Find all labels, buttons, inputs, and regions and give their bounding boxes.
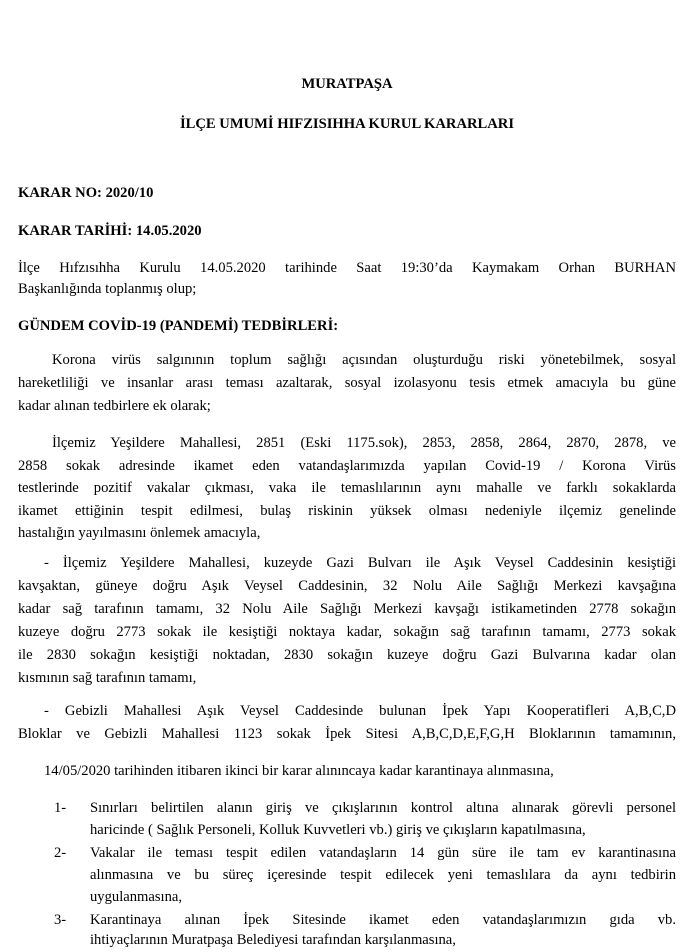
list-item-line: alınmasına ve bu süreç içeresinde tespit edilecek yeni temaslılara da aynı tedbirin <box>90 867 676 883</box>
paragraph-line: 14/05/2020 tarihinden itibaren ikinci bir karar alınıncaya kadar karantinaya alınmasına, <box>44 763 554 779</box>
decision-date-label: KARAR TARİHİ: <box>18 223 133 239</box>
paragraph-line: kadar sağ tarafının tamamı, 32 Nolu Aile Sağlığı Merkezi kavşağı istikametinden 2778 sokağın <box>18 601 676 617</box>
paragraph-line: testlerinde pozitif vakalar çıkması, vaka ile temaslılarının aynı mahalle ve farklı sokaklarda <box>18 480 676 496</box>
list-item-line: Sınırları belirtilen alanın giriş ve çıkışlarının kontrol altına alınarak görevli personel <box>90 800 676 816</box>
decision-date <box>18 220 676 243</box>
decision-number-value: 2020/10 <box>105 185 154 201</box>
list-item-line: haricinde ( Sağlık Personeli, Kolluk Kuvvetleri vb.) giriş ve çıkışların kapatılmasına, <box>90 822 586 838</box>
list-item-line: ihtiyaçlarının Muratpaşa Belediyesi tarafından karşılanmasına, <box>90 932 456 948</box>
paragraph-line: kadar alınan tedbirlere ek olarak; <box>18 398 211 414</box>
paragraph-line: kuzeye doğru 2773 sokak ile kesiştiği noktaya kadar, sokağın sağ tarafının tamamı, 2773 sokak <box>18 624 676 640</box>
list-item-number: 1- <box>54 800 67 816</box>
paragraph-line: - Gebizli Mahallesi Aşık Veysel Caddesinde bulunan İpek Yapı Kooperatifleri A,B,C,D <box>44 703 676 719</box>
decision-number <box>18 182 676 205</box>
header-title: İLÇE UMUMİ HIFZISIHHA KURUL KARARLARI <box>179 116 515 132</box>
list-item-line: Vakalar ile teması tespit edilen vatandaşların 14 gün süre ile tam ev karantinasına <box>90 845 676 861</box>
paragraph-line: ikamet ettiğinin tespit edilmesi, bulaş riskinin yüksek olması nedeniyle ilçemiz genelinde <box>18 503 676 519</box>
agenda-heading: GÜNDEM COVİD-19 (PANDEMİ) TEDBİRLERİ: <box>18 318 339 334</box>
paragraph-line: kavşaktan, güneye doğru Aşık Veysel Caddesinin, 32 Nolu Aile Sağlığı Merkezi kavşağına <box>18 578 676 594</box>
paragraph-line: Korona virüs salgınının toplum sağlığı açısından oluşturduğu riski yönetebilmek, sosyal <box>52 352 676 368</box>
paragraph-line: hareketliliği ve insanlar arası teması azaltarak, sosyal izolasyonu tesis etmek amacıyla bu güne <box>18 375 676 391</box>
paragraph-line: hastalığın yayılmasını önlemek amacıyla, <box>18 525 261 541</box>
intro-line: Başkanlığında toplanmış olup; <box>18 281 197 297</box>
list-item-number: 3- <box>54 912 67 928</box>
list-item-line: Karantinaya alınan İpek Sitesinde ikamet eden vatandaşlarımızın gıda vb. <box>90 912 676 928</box>
paragraph-line: Bloklar ve Gebizli Mahallesi 1123 sokak İpek Sitesi A,B,C,D,E,F,G,H Bloklarının tamamının, <box>18 726 676 742</box>
header-org: MURATPAŞA <box>301 76 393 92</box>
list-item-number: 2- <box>54 845 67 861</box>
paragraph-line: İlçemiz Yeşildere Mahallesi, 2851 (Eski 1175.sok), 2853, 2858, 2864, 2870, 2878, ve <box>52 435 676 451</box>
paragraph-line: - İlçemiz Yeşildere Mahallesi, kuzeyde Gazi Bulvarı ile Aşık Veysel Caddesinin kesiştiği <box>44 555 676 571</box>
decision-date-value: 14.05.2020 <box>135 223 202 239</box>
paragraph-line: kısmının sağ tarafının tamamı, <box>18 670 197 686</box>
intro-line: İlçe Hıfzısıhha Kurulu 14.05.2020 tarihinde Saat 19:30’da Kaymakam Orhan BURHAN <box>18 260 676 276</box>
paragraph-line: ile 2830 sokağın kesiştiği noktadan, 2830 sokağın kuzeye doğru Gazi Bulvarına kadar olan <box>18 647 676 663</box>
paragraph-line: 2858 sokak adresinde ikamet eden vatandaşlarımızda yapılan Covid-19 / Korona Virüs <box>18 458 676 474</box>
list-item-line: uygulanmasına, <box>90 889 183 905</box>
decision-number-label: KARAR NO: <box>18 185 102 201</box>
